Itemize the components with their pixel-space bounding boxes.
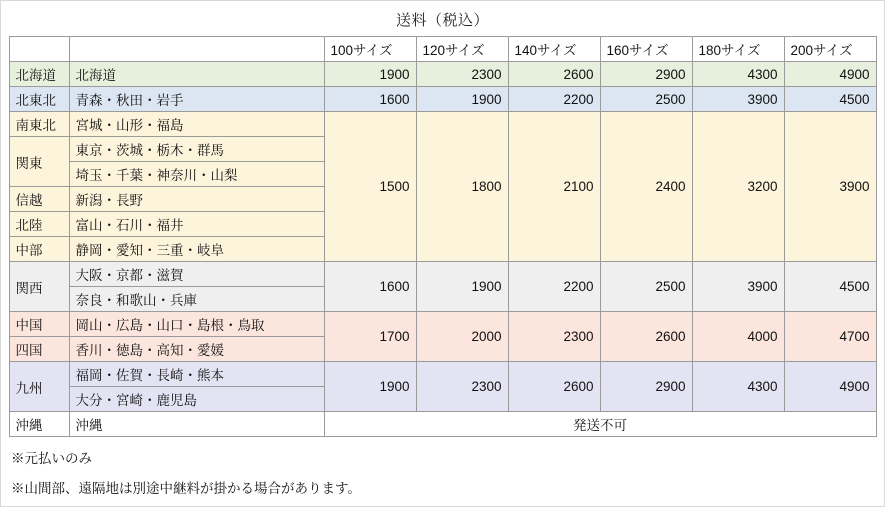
table-row [9, 112, 876, 137]
region-label: 北東北 [9, 87, 69, 112]
header-region [9, 37, 69, 62]
price-cell: 2100 [508, 112, 600, 262]
region-label: 信越 [9, 187, 69, 212]
table-row [9, 362, 876, 387]
price-cell: 2600 [508, 362, 600, 412]
header-pref [69, 37, 324, 62]
price-cell: 4500 [784, 262, 876, 312]
price-cell: 2000 [416, 312, 508, 362]
price-cell: 2900 [600, 62, 692, 87]
header-size-100: 100サイズ [324, 37, 416, 62]
price-cell: 1500 [324, 112, 416, 262]
price-cell: 2500 [600, 87, 692, 112]
price-cell: 2200 [508, 87, 600, 112]
price-cell: 1900 [324, 362, 416, 412]
pref-label: 香川・徳島・高知・愛媛 [69, 337, 324, 362]
price-cell: 1900 [324, 62, 416, 87]
price-cell: 1600 [324, 87, 416, 112]
pref-label: 富山・石川・福井 [69, 212, 324, 237]
price-cell: 2400 [600, 112, 692, 262]
region-label: 北海道 [9, 62, 69, 87]
pref-label: 新潟・長野 [69, 187, 324, 212]
price-cell: 2300 [416, 62, 508, 87]
price-cell: 3200 [692, 112, 784, 262]
table-row [9, 62, 876, 87]
pref-label: 東京・茨城・栃木・群馬 [69, 137, 324, 162]
pref-label: 大阪・京都・滋賀 [69, 262, 324, 287]
price-cell: 1700 [324, 312, 416, 362]
pref-label: 大分・宮崎・鹿児島 [69, 387, 324, 412]
price-cell: 2900 [600, 362, 692, 412]
region-label: 中国 [9, 312, 69, 337]
header-size-140: 140サイズ [508, 37, 600, 62]
table-header-row [9, 37, 876, 62]
region-label: 中部 [9, 237, 69, 262]
table-row [9, 262, 876, 287]
header-size-120: 120サイズ [416, 37, 508, 62]
pref-label: 埼玉・千葉・神奈川・山梨 [69, 162, 324, 187]
price-cell: 4900 [784, 362, 876, 412]
pref-label: 静岡・愛知・三重・岐阜 [69, 237, 324, 262]
notes-section [11, 447, 884, 497]
region-label: 関西 [9, 262, 69, 312]
price-cell: 4300 [692, 362, 784, 412]
price-cell: 4300 [692, 62, 784, 87]
price-cell: 1900 [416, 87, 508, 112]
region-label: 関東 [9, 137, 69, 187]
price-cell: 1800 [416, 112, 508, 262]
price-cell: 3900 [692, 87, 784, 112]
table-row [9, 412, 876, 437]
pref-label: 福岡・佐賀・長崎・熊本 [69, 362, 324, 387]
region-label: 沖縄 [9, 412, 69, 437]
pref-label: 青森・秋田・岩手 [69, 87, 324, 112]
region-label: 南東北 [9, 112, 69, 137]
table-row [9, 87, 876, 112]
page-title: 送料（税込） [395, 12, 489, 29]
pref-label: 岡山・広島・山口・島根・鳥取 [69, 312, 324, 337]
note-item: ※山間部、遠隔地は別途中継料が掛かる場合があります。 [11, 481, 361, 496]
header-size-160: 160サイズ [600, 37, 692, 62]
price-cell: 1600 [324, 262, 416, 312]
table-row [9, 312, 876, 337]
pref-label: 北海道 [69, 62, 324, 87]
price-cell: 2600 [600, 312, 692, 362]
pref-label: 宮城・山形・福島 [69, 112, 324, 137]
price-cell: 2300 [508, 312, 600, 362]
header-size-200: 200サイズ [784, 37, 876, 62]
price-cell: 2200 [508, 262, 600, 312]
price-cell: 3900 [784, 112, 876, 262]
price-cell: 1900 [416, 262, 508, 312]
pref-label: 沖縄 [69, 412, 324, 437]
price-cell: 3900 [692, 262, 784, 312]
region-label: 九州 [9, 362, 69, 412]
price-cell: 4500 [784, 87, 876, 112]
region-label: 四国 [9, 337, 69, 362]
note-item: ※元払いのみ [11, 451, 92, 466]
shipping-fee-table [9, 36, 877, 437]
price-cell: 2300 [416, 362, 508, 412]
price-cell: 2600 [508, 62, 600, 87]
price-cell: 4900 [784, 62, 876, 87]
pref-label: 奈良・和歌山・兵庫 [69, 287, 324, 312]
header-size-180: 180サイズ [692, 37, 784, 62]
region-label: 北陸 [9, 212, 69, 237]
no-delivery-label: 発送不可 [324, 412, 876, 437]
price-cell: 4000 [692, 312, 784, 362]
price-cell: 2500 [600, 262, 692, 312]
price-cell: 4700 [784, 312, 876, 362]
